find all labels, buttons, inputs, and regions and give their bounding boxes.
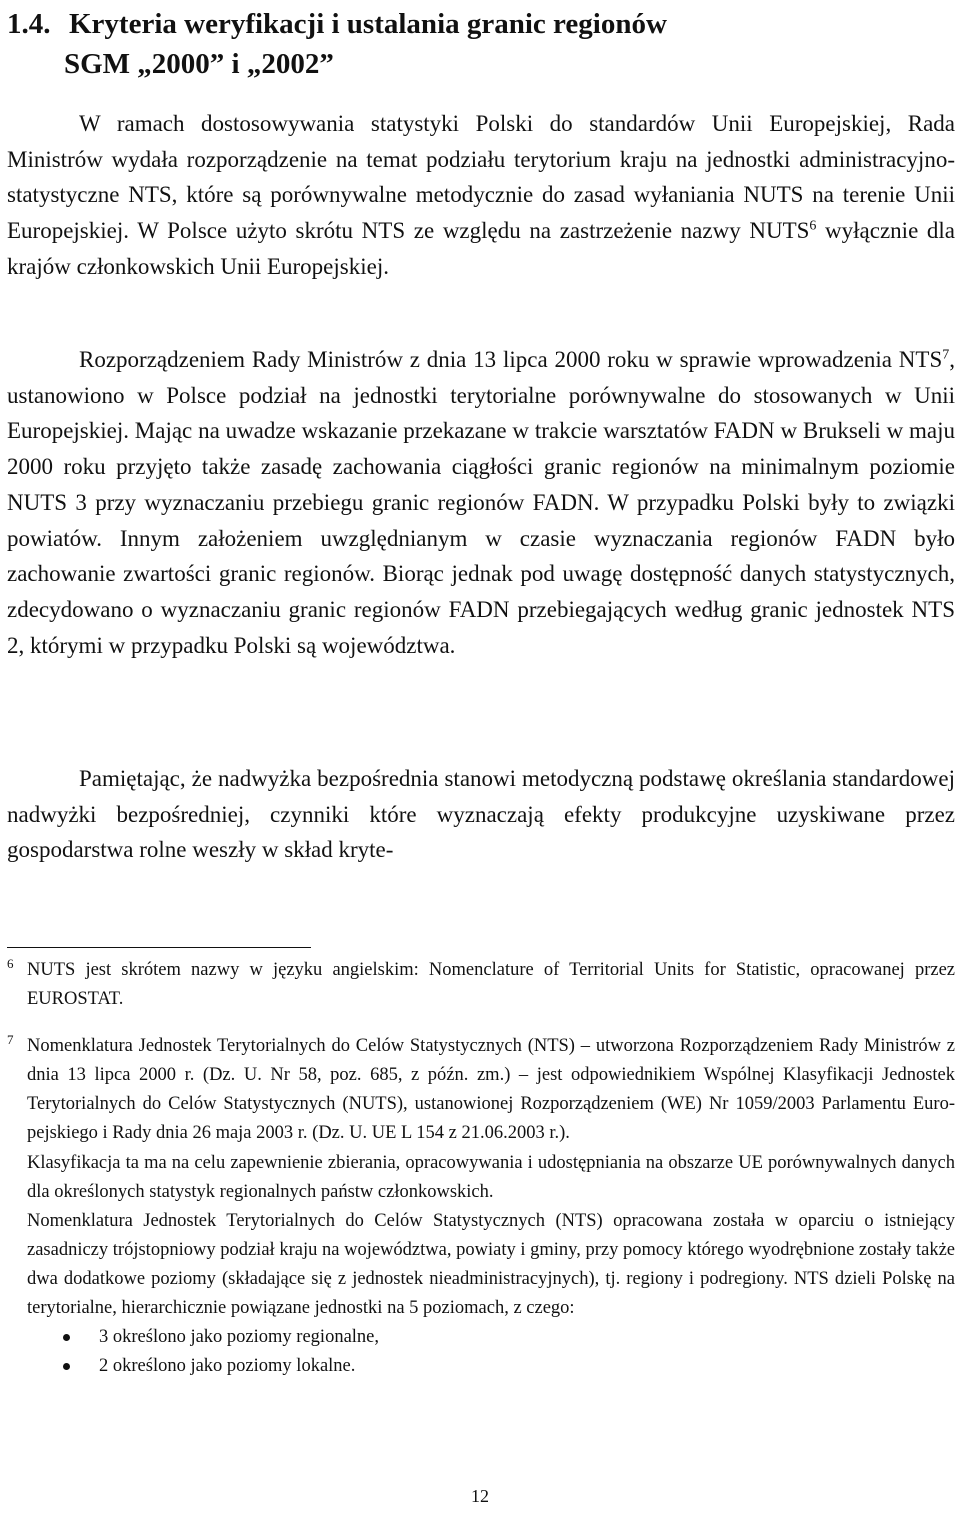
bullet-icon	[63, 1334, 70, 1341]
body-block-3	[7, 761, 955, 868]
paragraph-2	[7, 342, 955, 663]
paragraph-1-text-b: wyłącznie dla krajów członkowskich Unii Europejskiej.	[7, 218, 956, 279]
list-item-text: 3 określono jako poziomy regionalne,	[99, 1327, 380, 1348]
footnote-ref-6: 6	[809, 218, 817, 234]
heading-line-1	[7, 4, 955, 44]
footnotes	[7, 956, 955, 1381]
paragraph-3: Pamiętając, że nadwyżka bezpośrednia stanowi metodyczną podstawę określania standardowej nadwyżki bezpośredniej, czynniki które wyznaczają efekty produkcyjne uzyskiwane przez gospodarstwa rolne weszły w skład kryte-	[7, 766, 955, 863]
list-item	[27, 1352, 955, 1381]
footnote-separator	[7, 947, 311, 948]
footnote-ref-7: 7	[942, 347, 950, 363]
footnote-7-text-3: Nomenklatura Jednostek Terytorialnych do Celów Statystycznych (NTS) opracowana została w oparciu o istniejący zasadniczy trójstopniowy podział kraju na województwa, powiaty i gminy, przy pomocy którego wyodrębnione zostały także dwa dodatkowe poziomy (składające się z jednostek nieadministracyjnych), tj. regiony i podregiony. NTS dzieli Polskę na terytorialne, hierarchicznie powiązane jednostki na 5 poziomach, z czego:	[27, 1210, 955, 1319]
footnote-7-text-2: Klasyfikacja ta ma na celu zapewnienie zbierania, opracowywania i udostępniania na obszarze UE porównywalnych danych dla określonych statystyk regionalnych państw członkowskich.	[27, 1152, 955, 1202]
list-item	[27, 1323, 955, 1352]
body-block-2	[7, 342, 955, 663]
footnote-6-text: NUTS jest skrótem nazwy w języku angielskim: Nomenclature of Territorial Units for Statistic, opracowanej przez EUROSTAT.	[27, 960, 955, 1010]
heading-title-line-2: SGM „2000” i „2002”	[64, 48, 334, 80]
section-heading	[7, 4, 955, 84]
paragraph-1-text-a: W ramach dostosowywania statystyki Polski do standardów Unii Europejskiej, Rada Ministrów wydała rozporządzenie na temat podziału terytorium kraju na jednostki administracyjno-statystyczne NTS, które są porównywalne metodycznie do zasad wyłaniania NUTS na terenie Unii Europejskiej. W Polsce użyto skrótu NTS ze względu na zastrzeżenie nazwy NUTS	[7, 111, 955, 244]
footnote-7-bullet-list	[27, 1323, 955, 1381]
page-number: 12	[471, 1486, 489, 1506]
list-item-text: 2 określono jako poziomy lokalne.	[99, 1356, 356, 1377]
section-number: 1.4.	[7, 8, 51, 40]
paragraph-1	[7, 106, 955, 285]
footnote-7-text-1: Nomenklatura Jednostek Terytorialnych do Celów Statystycznych (NTS) – utworzona Rozporządzeniem Rady Ministrów z dnia 13 lipca 2000 r. (Dz. U. Nr 58, poz. 685, z późn. zm.) – jest odpowiednikiem Wspólnej Klasyfikacji Jednostek Terytorialnych do Celów Statystycznych (NUTS), ustanowionej Rozporządzeniem (WE) Nr 1059/2003 Parlamentu Europejskiego i Rady dnia 26 maja 2003 r. (Dz. U. UE L 154 z 21.06.2003 r.).	[27, 1036, 955, 1144]
footnote-7	[7, 1032, 955, 1381]
paragraph-2-text-a: Rozporządzeniem Rady Ministrów z dnia 13 lipca 2000 roku w sprawie wprowadzenia NTS	[79, 347, 943, 372]
footnote-7-mark: 7	[7, 1032, 14, 1048]
paragraph-2-text-b: , ustanowiono w Polsce podział na jednostki terytorialne porównywalne do stosowanych w Unii Europejskiej. Mając na uwadze wskazanie przekazane w trakcie warsztatów FADN w Brukseli w maju 2000 roku przyjęto także zasadę zachowania ciągłości granic regionów na minimalnym poziomie NUTS 3 przy wyznaczaniu przebiegu granic regionów FADN. W przypadku Polski były to związki powiatów. Innym założeniem uwzględnianym w czasie wyznaczania regionów FADN było zachowanie zwartości granic regionów. Biorąc jednak pod uwagę dostępność danych statystycznych, zdecydowano o wyznaczaniu granic regionów FADN przebiegających według granic jednostek NTS 2, którymi w przypadku Polski są województwa.	[7, 347, 955, 658]
heading-title-line-1: Kryteria weryfikacji i ustalania granic regionów	[69, 8, 667, 40]
body-block-1	[7, 106, 955, 285]
footnote-6	[7, 956, 955, 1014]
bullet-icon	[63, 1363, 70, 1370]
footnote-6-mark: 6	[7, 956, 14, 971]
